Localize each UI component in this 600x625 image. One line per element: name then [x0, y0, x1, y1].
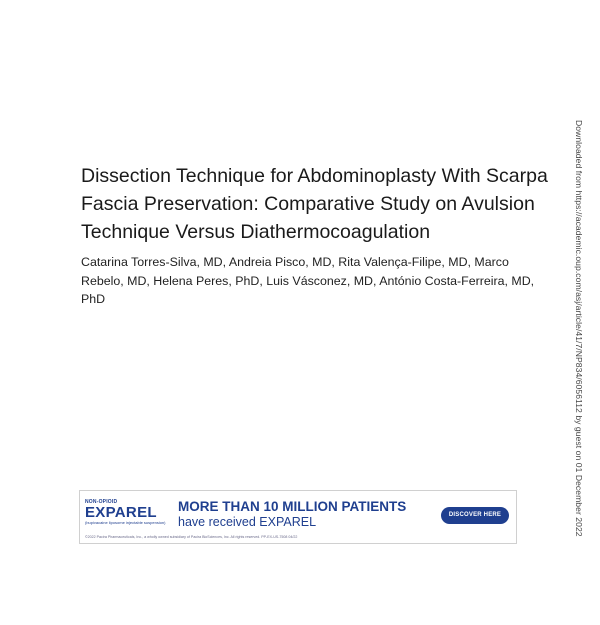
ad-brand-name: EXPAREL — [85, 504, 157, 521]
ad-headline: MORE THAN 10 MILLION PATIENTS — [178, 499, 407, 514]
exparel-advertisement-banner[interactable] — [79, 490, 517, 544]
download-watermark: Downloaded from https://academic.oup.com/asj/article/41/7/NP834/6056112 by guest on 01 December 2022 — [574, 120, 584, 537]
article-authors: Catarina Torres-Silva, MD, Andreia Pisco, MD, Rita Valença-Filipe, MD, Marco Rebelo, MD, Helena Peres, PhD, Luis Vásconez, MD, António Costa-Ferreira, MD, PhD — [81, 255, 535, 306]
ad-tagline: NON-OPIOID — [85, 499, 118, 505]
ad-fine-print: ©2022 Pacira Pharmaceuticals, Inc., a wholly owned subsidiary of Pacira BioSciences, Inc. All rights reserved. PP-EX-US-7508 04/22 — [85, 535, 298, 539]
discover-here-button[interactable]: DISCOVER HERE — [441, 507, 509, 524]
ad-subheadline: have received EXPAREL — [178, 515, 317, 529]
ad-brand-subtitle: (bupivacaine liposome injectable suspension) — [85, 520, 166, 525]
exparel-logo — [85, 499, 165, 526]
article-title: Dissection Technique for Abdominoplasty With Scarpa Fascia Preservation: Comparative Study on Avulsion Technique Versus Diathermocoagulation — [81, 165, 548, 243]
